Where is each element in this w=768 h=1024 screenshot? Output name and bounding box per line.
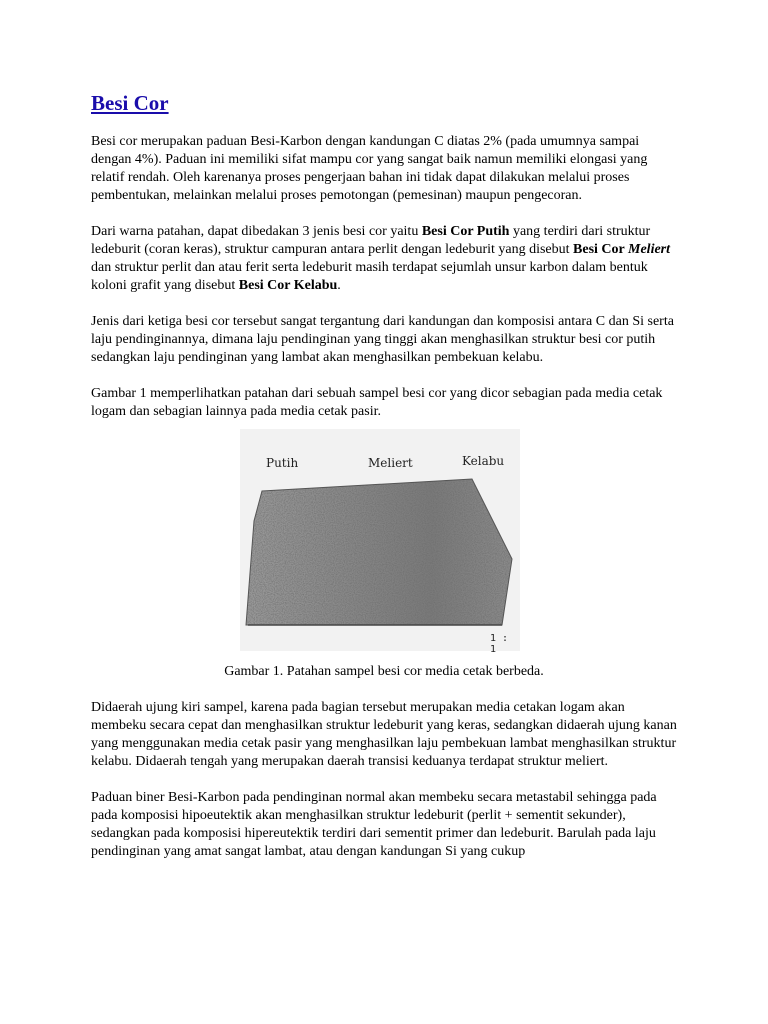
term-besi-cor-putih: Besi Cor Putih <box>421 224 510 239</box>
paragraph-sample-regions: Didaerah ujung kiri sampel, karena pada bagian tersebut merupakan media cetakan logam akan membeku secara cepat dan menghasilkan struktur ledeburit yang keras, sedangkan didaerah ujung kanan yang menggunakan media cetak pasir yang menghasilkan laju pembekuan lambat menghasilkan struktur kelabu. Didaerah tengah yang merupakan daerah transisi keduanya terdapat struktur meliert. <box>91 700 677 769</box>
figure-caption: Gambar 1. Patahan sampel besi cor media cetak berbeda. <box>224 664 544 679</box>
types-text-3: dan struktur perlit dan atau ferit serta ledeburit masih terdapat sejumlah unsur karbon dalam bentuk koloni grafit yang disebut <box>91 260 648 293</box>
types-text-4: . <box>337 278 341 293</box>
paragraph-binary-alloy: Paduan biner Besi-Karbon pada pendinginan normal akan membeku secara metastabil sehingga pada pada komposisi hipoeutektik akan menghasilkan struktur ledeburit (perlit + sementit sekunder), sedangkan pada komposisi hipereutektik terdiri dari sementit primer dan ledeburit. Barulah pada laju pendinginan yang amat sangat lambat, atau dengan kandungan Si yang cukup <box>91 790 657 859</box>
types-text-1: Dari warna patahan, dapat dibedakan 3 jenis besi cor yaitu <box>91 224 422 239</box>
paragraph-types <box>91 223 677 295</box>
label-meliert: Meliert <box>368 456 413 470</box>
term-besi-cor-kelabu: Besi Cor Kelabu <box>238 278 338 293</box>
scale-label: 1 : 1 <box>490 633 509 655</box>
paragraph-cooling: Jenis dari ketiga besi cor tersebut sangat tergantung dari kandungan dan komposisi antara C dan Si serta laju pendinginannya, dimana laju pendinginan yang tinggi akan menghasilkan struktur besi cor putih sedangkan laju pendinginan yang lambat akan menghasilkan pembekuan kelabu. <box>91 314 674 365</box>
article-body <box>91 88 677 879</box>
term-besi-cor <box>573 242 670 257</box>
label-putih: Putih <box>266 456 299 470</box>
title-link[interactable]: Besi Cor <box>91 91 169 115</box>
types-text-2: yang terdiri dari struktur ledeburit (coran keras), struktur campuran antara perlit dengan ledeburit yang disebut <box>91 224 651 257</box>
label-kelabu: Kelabu <box>462 454 505 468</box>
term-besi-cor-prefix: Besi Cor <box>573 242 629 257</box>
paragraph-intro: Besi cor merupakan paduan Besi-Karbon dengan kandungan C diatas 2% (pada umumnya sampai dengan 4%). Paduan ini memiliki sifat mampu cor yang sangat baik namun memiliki elongasi yang relatif rendah. Oleh karenanya proses pengerjaan bahan ini tidak dapat dilakukan melalui proses pembentukan, melainkan melalui proses pemotongan (pemesinan) maupun pengecoran. <box>91 134 648 203</box>
page-title <box>91 88 677 118</box>
paragraph-figure-intro: Gambar 1 memperlihatkan patahan dari sebuah sampel besi cor yang dicor sebagian pada media cetak logam dan sebagian lainnya pada media cetak pasir. <box>91 386 663 419</box>
fracture-figure <box>240 429 520 655</box>
term-meliert: Meliert <box>628 242 671 257</box>
